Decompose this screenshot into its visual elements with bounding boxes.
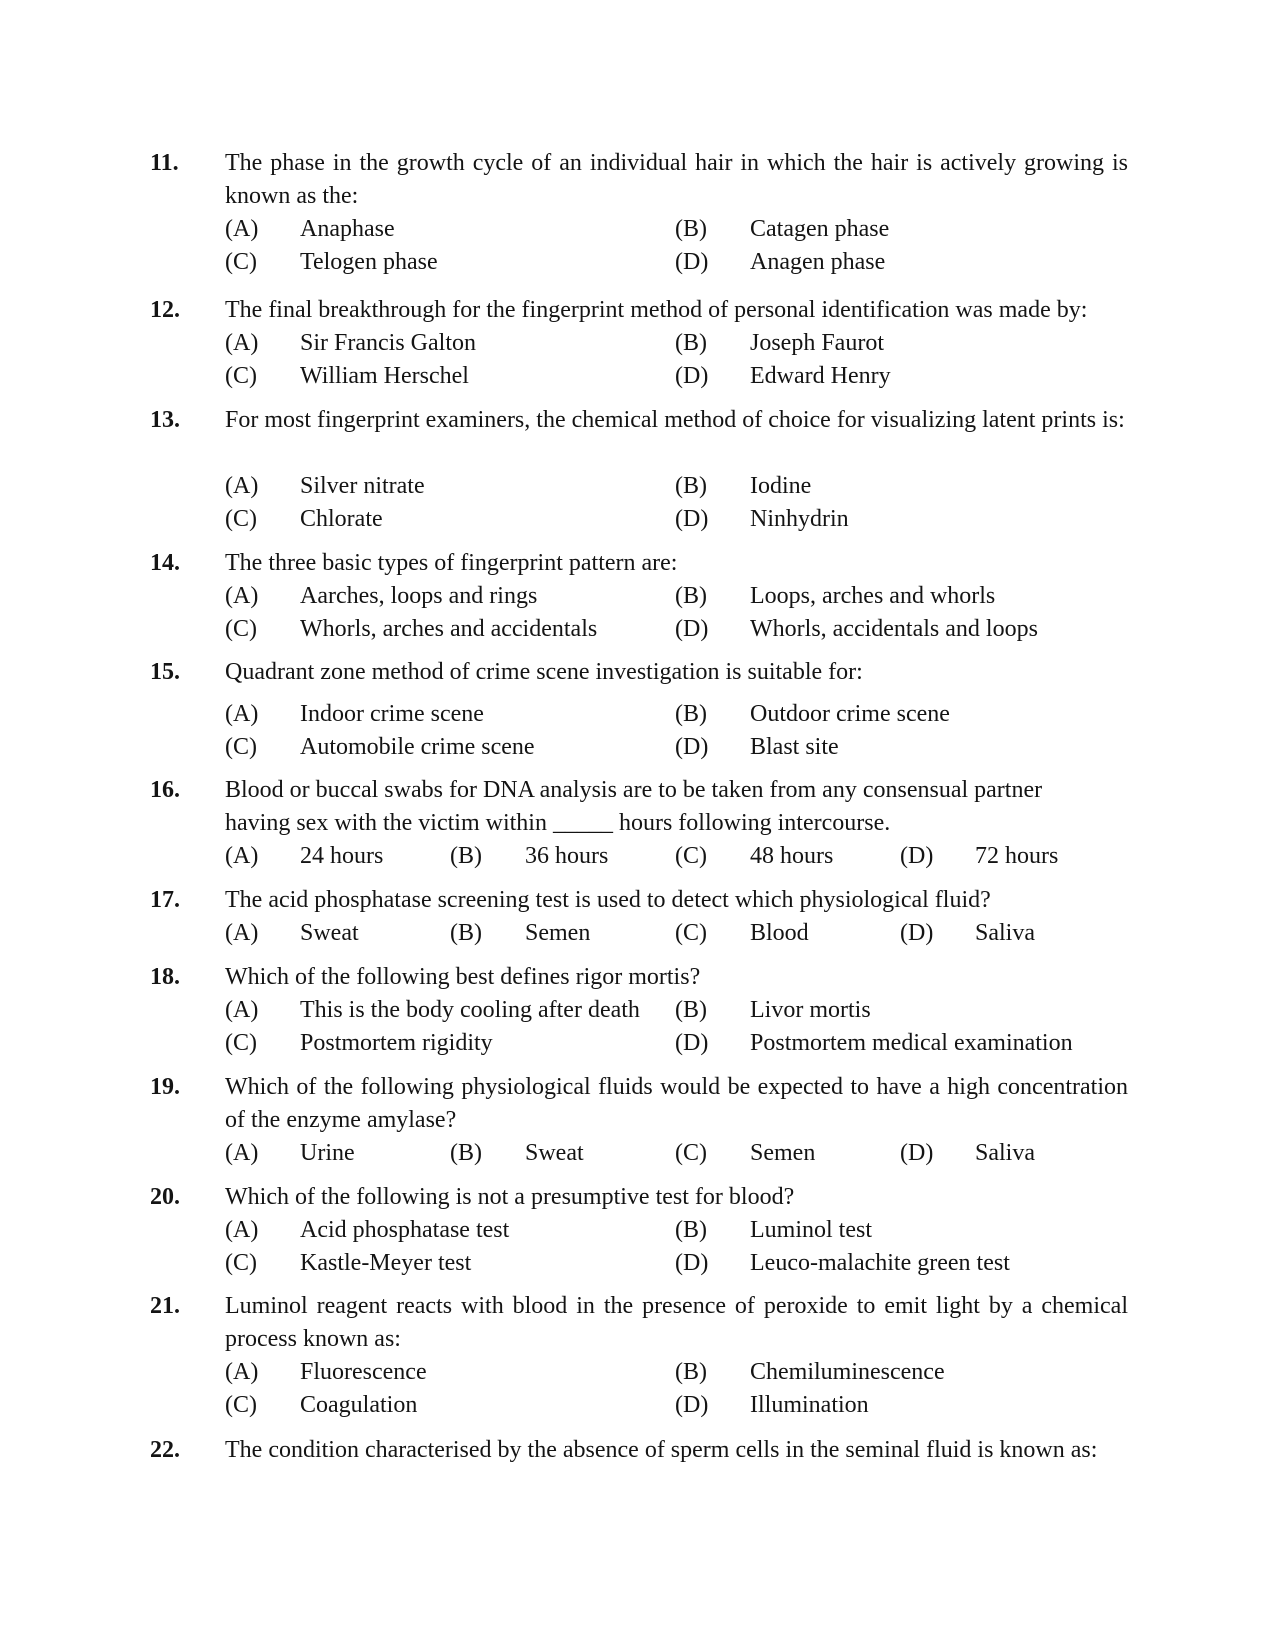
question-number: 20. xyxy=(150,1184,180,1210)
option-label: (D) xyxy=(900,920,934,946)
question-text: Blood or buccal swabs for DNA analysis are to be taken from any consensual partner having sex with the victim within _____ hours following intercourse. xyxy=(225,777,1043,836)
option-label: (B) xyxy=(675,701,707,727)
option-label: (A) xyxy=(225,1359,259,1385)
option-text: Postmortem rigidity xyxy=(300,1030,493,1056)
question-text: Which of the following best defines rigor mortis? xyxy=(225,964,701,990)
option-text: Automobile crime scene xyxy=(300,734,535,760)
question-number: 11. xyxy=(150,150,179,176)
option-text: Fluorescence xyxy=(300,1359,427,1385)
question-text: The acid phosphatase screening test is used to detect which physiological fluid? xyxy=(225,887,991,913)
option-text: Luminol test xyxy=(750,1217,872,1243)
option-text: Ninhydrin xyxy=(750,506,849,532)
option-text: Urine xyxy=(300,1140,355,1166)
option-text: Acid phosphatase test xyxy=(300,1217,510,1243)
option-label: (C) xyxy=(225,1392,257,1418)
option-text: Outdoor crime scene xyxy=(750,701,950,727)
option-label: (C) xyxy=(675,920,707,946)
option-label: (D) xyxy=(675,249,709,275)
option-label: (D) xyxy=(675,506,709,532)
option-text: Kastle-Meyer test xyxy=(300,1250,472,1276)
question-number: 22. xyxy=(150,1437,180,1463)
option-text: Sweat xyxy=(525,1140,584,1166)
option-label: (D) xyxy=(675,734,709,760)
option-label: (C) xyxy=(675,843,707,869)
question-text: The condition characterised by the absence of sperm cells in the seminal fluid is known as: xyxy=(225,1437,1098,1463)
option-text: Chemiluminescence xyxy=(750,1359,945,1385)
option-label: (B) xyxy=(675,330,707,356)
option-text: Loops, arches and whorls xyxy=(750,583,996,609)
option-label: (A) xyxy=(225,1140,259,1166)
option-label: (C) xyxy=(225,1030,257,1056)
option-label: (B) xyxy=(675,997,707,1023)
option-text: Postmortem medical examination xyxy=(750,1030,1073,1056)
option-label: (D) xyxy=(900,1140,934,1166)
option-text: Edward Henry xyxy=(750,363,891,389)
question-text: Luminol reagent reacts with blood in the presence of peroxide to emit light by a chemical process known as: xyxy=(225,1293,1128,1352)
option-text: Iodine xyxy=(750,473,812,499)
option-label: (C) xyxy=(225,506,257,532)
question-number: 18. xyxy=(150,964,180,990)
option-text: Sir Francis Galton xyxy=(300,330,476,356)
option-label: (A) xyxy=(225,583,259,609)
option-text: Blast site xyxy=(750,734,839,760)
option-label: (B) xyxy=(450,920,482,946)
option-label: (D) xyxy=(675,1030,709,1056)
option-text: Leuco-malachite green test xyxy=(750,1250,1010,1276)
option-label: (A) xyxy=(225,1217,259,1243)
option-text: Silver nitrate xyxy=(300,473,425,499)
option-label: (A) xyxy=(225,330,259,356)
option-label: (C) xyxy=(225,363,257,389)
option-label: (A) xyxy=(225,843,259,869)
option-label: (B) xyxy=(450,843,482,869)
question-number: 16. xyxy=(150,777,180,803)
option-label: (D) xyxy=(900,843,934,869)
question-number: 15. xyxy=(150,659,180,685)
option-text: 24 hours xyxy=(300,843,384,869)
question-text: The three basic types of fingerprint pattern are: xyxy=(225,550,678,576)
option-text: Semen xyxy=(525,920,591,946)
option-label: (A) xyxy=(225,997,259,1023)
option-label: (D) xyxy=(675,616,709,642)
option-text: Blood xyxy=(750,920,809,946)
option-text: Anagen phase xyxy=(750,249,886,275)
question-text: The final breakthrough for the fingerprint method of personal identification was made by: xyxy=(225,297,1088,323)
option-text: Anaphase xyxy=(300,216,395,242)
question-text: For most fingerprint examiners, the chemical method of choice for visualizing latent prints is: xyxy=(225,407,1125,433)
option-text: Telogen phase xyxy=(300,249,438,275)
option-label: (D) xyxy=(675,1392,709,1418)
question-text: Which of the following is not a presumptive test for blood? xyxy=(225,1184,795,1210)
question-number: 17. xyxy=(150,887,180,913)
question-number: 13. xyxy=(150,407,180,433)
option-label: (B) xyxy=(675,1359,707,1385)
question-number: 21. xyxy=(150,1293,180,1319)
option-label: (B) xyxy=(450,1140,482,1166)
option-label: (A) xyxy=(225,473,259,499)
option-text: Saliva xyxy=(975,1140,1035,1166)
option-text: Joseph Faurot xyxy=(750,330,884,356)
question-number: 12. xyxy=(150,297,180,323)
option-label: (A) xyxy=(225,216,259,242)
option-text: Livor mortis xyxy=(750,997,871,1023)
option-label: (A) xyxy=(225,701,259,727)
question-number: 14. xyxy=(150,550,180,576)
option-label: (D) xyxy=(675,1250,709,1276)
option-text: Saliva xyxy=(975,920,1035,946)
option-label: (D) xyxy=(675,363,709,389)
option-text: Aarches, loops and rings xyxy=(300,583,538,609)
option-text: Chlorate xyxy=(300,506,383,532)
option-text: Whorls, arches and accidentals xyxy=(300,616,598,642)
option-label: (C) xyxy=(225,734,257,760)
question-text: Which of the following physiological fluids would be expected to have a high concentration of the enzyme amylase? xyxy=(225,1074,1128,1133)
option-text: Catagen phase xyxy=(750,216,890,242)
question-text: The phase in the growth cycle of an individual hair in which the hair is actively growing is known as the: xyxy=(225,150,1128,209)
option-label: (C) xyxy=(225,616,257,642)
option-text: Whorls, accidentals and loops xyxy=(750,616,1038,642)
option-text: 48 hours xyxy=(750,843,834,869)
option-label: (B) xyxy=(675,1217,707,1243)
question-text: Quadrant zone method of crime scene investigation is suitable for: xyxy=(225,659,863,685)
option-label: (C) xyxy=(225,249,257,275)
option-text: 72 hours xyxy=(975,843,1059,869)
option-label: (B) xyxy=(675,216,707,242)
option-text: Sweat xyxy=(300,920,359,946)
question-number: 19. xyxy=(150,1074,180,1100)
option-text: Indoor crime scene xyxy=(300,701,484,727)
option-text: This is the body cooling after death xyxy=(300,997,640,1023)
option-label: (A) xyxy=(225,920,259,946)
option-text: Semen xyxy=(750,1140,816,1166)
option-text: 36 hours xyxy=(525,843,609,869)
option-text: Coagulation xyxy=(300,1392,418,1418)
option-text: Illumination xyxy=(750,1392,869,1418)
option-label: (B) xyxy=(675,583,707,609)
option-text: William Herschel xyxy=(300,363,469,389)
option-label: (C) xyxy=(675,1140,707,1166)
option-label: (B) xyxy=(675,473,707,499)
option-label: (C) xyxy=(225,1250,257,1276)
